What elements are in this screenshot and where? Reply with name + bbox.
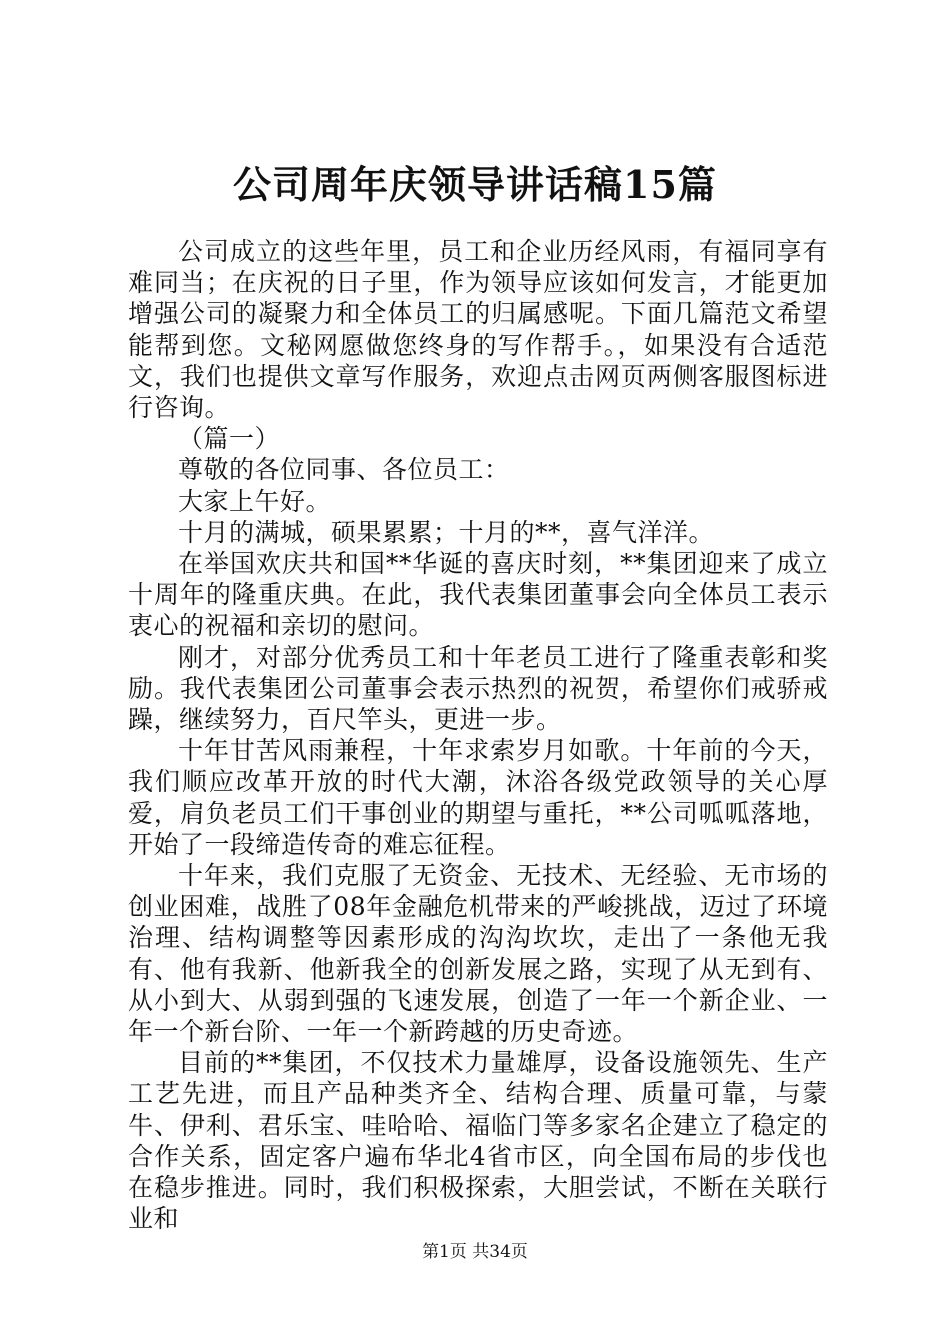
paragraph-section-heading: （篇一） [178, 424, 281, 454]
paragraph-salutation: 尊敬的各位同事、各位员工： [178, 455, 510, 485]
paragraph-greeting: 大家上午好。 [178, 486, 332, 516]
document-body [128, 236, 828, 1235]
paragraph: 十年来，我们克服了无资金、无技术、无经验、无市场的创业困难，战胜了08年金融危机带来的严峻挑战，迈过了环境治理、结构调整等因素形成的沟沟坎坎，走出了一条他无我有、他有我新、他新我全的创新发展之路，实现了从无到有、从小到大、从弱到强的飞速发展，创造了一年一个新企业、一年一个新台阶、一年一个新跨越的历史奇迹。 [128, 861, 828, 1047]
document-title: 公司周年庆领导讲话稿15篇 [233, 162, 717, 207]
paragraph-intro: 公司成立的这些年里，员工和企业历经风雨，有福同享有难同当；在庆祝的日子里，作为领导应该如何发言，才能更加增强公司的凝聚力和全体员工的归属感呢。下面几篇范文希望能帮到您。文秘网愿做您终身的写作帮手。，如果没有合适范文，我们也提供文章写作服务，欢迎点击网页两侧客服图标进行咨询。 [128, 237, 828, 423]
paragraph: 十月的满城，硕果累累；十月的**，喜气洋洋。 [178, 517, 715, 547]
paragraph: 刚才，对部分优秀员工和十年老员工进行了隆重表彰和奖励。我代表集团公司董事会表示热烈的祝贺，希望你们戒骄戒躁，继续努力，百尺竿头，更进一步。 [128, 642, 828, 735]
paragraph: 目前的**集团，不仅技术力量雄厚，设备设施领先、生产工艺先进，而且产品种类齐全、结构合理、质量可靠，与蒙牛、伊利、君乐宝、哇哈哈、福临门等多家名企建立了稳定的合作关系，固定客户遍布华北4省市区，向全国布局的步伐也在稳步推进。同时，我们积极探索，大胆尝试，不断在关联行业和 [128, 1048, 828, 1234]
page-number-footer: 第1页 共34页 [422, 1242, 528, 1262]
paragraph: 在举国欢庆共和国**华诞的喜庆时刻，**集团迎来了成立十周年的隆重庆典。在此，我代表集团董事会向全体员工表示衷心的祝福和亲切的慰问。 [128, 549, 828, 641]
paragraph: 十年甘苦风雨兼程，十年求索岁月如歌。十年前的今天，我们顺应改革开放的时代大潮，沐浴各级党政领导的关心厚爱，肩负老员工们干事创业的期望与重托，**公司呱呱落地，开始了一段缔造传奇的难忘征程。 [128, 736, 828, 859]
